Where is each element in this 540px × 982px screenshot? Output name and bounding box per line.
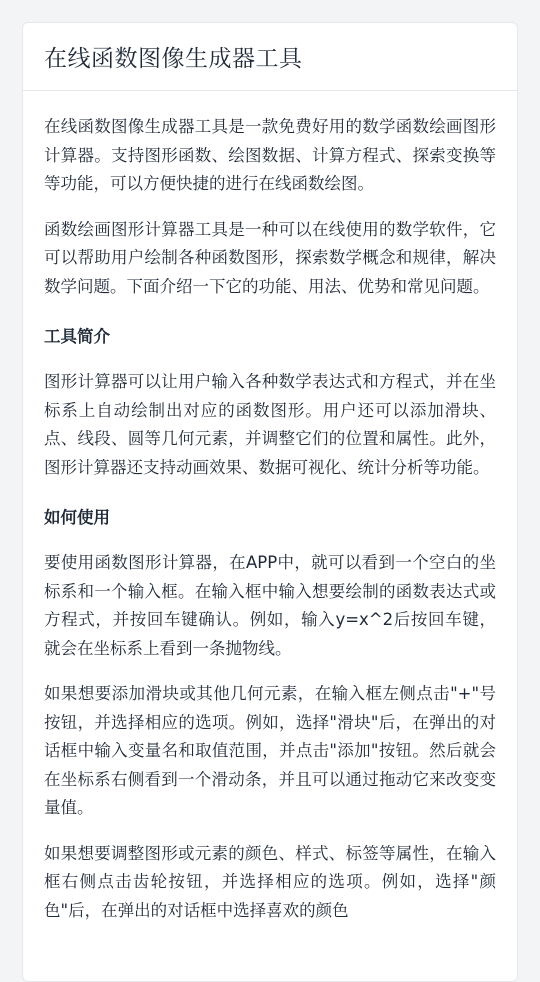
intro-paragraph-1: 在线函数图像生成器工具是一款免费好用的数学函数绘画图形计算器。支持图形函数、绘图数据、计算方程式、探索变换等等功能，可以方便快捷的进行在线函数绘图。 bbox=[44, 117, 496, 193]
section-heading-intro: 工具简介 bbox=[44, 327, 110, 346]
article-body bbox=[23, 91, 517, 925]
section-intro-paragraph-1: 图形计算器可以让用户输入各种数学表达式和方程式，并在坐标系上自动绘制出对应的函数图形。用户还可以添加滑块、点、线段、圆等几何元素，并调整它们的位置和属性。此外，图形计算器还支持动画效果、数据可视化、统计分析等功能。 bbox=[44, 372, 496, 477]
section-heading-usage: 如何使用 bbox=[44, 508, 110, 527]
card-header bbox=[23, 23, 517, 91]
page-title: 在线函数图像生成器工具 bbox=[44, 46, 303, 72]
section-usage-paragraph-2: 如果想要添加滑块或其他几何元素，在输入框左侧点击"+"号按钮，并选择相应的选项。例如，选择"滑块"后，在弹出的对话框中输入变量名和取值范围，并点击"添加"按钮。然后就会在坐标系右侧看到一个滑动条，并且可以通过拖动它来改变变量值。 bbox=[44, 684, 496, 817]
intro-paragraph-2: 函数绘画图形计算器工具是一种可以在线使用的数学软件，它可以帮助用户绘制各种函数图形，探索数学概念和规律，解决数学问题。下面介绍一下它的功能、用法、优势和常见问题。 bbox=[44, 219, 496, 296]
article-card bbox=[22, 22, 518, 982]
section-usage-paragraph-3: 如果想要调整图形或元素的颜色、样式、标签等属性，在输入框右侧点击齿轮按钮，并选择相应的选项。例如，选择"颜色"后，在弹出的对话框中选择喜欢的颜色 bbox=[44, 843, 496, 920]
section-usage-paragraph-1: 要使用函数图形计算器，在APP中，就可以看到一个空白的坐标系和一个输入框。在输入框中输入想要绘制的函数表达式或方程式，并按回车键确认。例如，输入y=x^2后按回车键，就会在坐标系上看到一条抛物线。 bbox=[44, 553, 496, 658]
